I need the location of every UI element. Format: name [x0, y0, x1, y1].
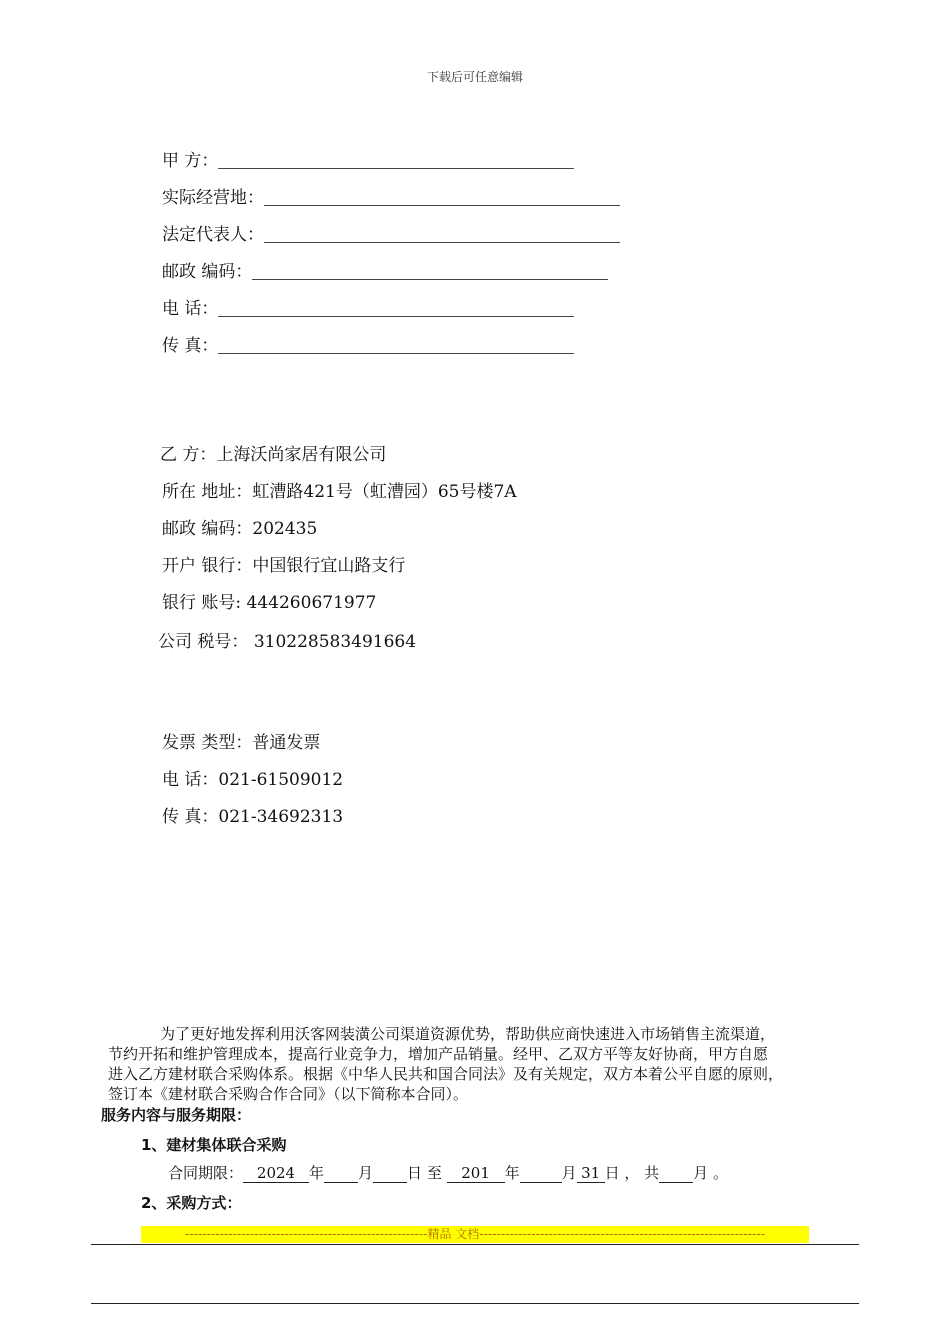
invoice-type-row [162, 732, 320, 754]
intro-line-3: 进入乙方建材联合采购体系。根据《中华人民共和国合同法》及有关规定，双方本着公平自愿的原则， [108, 1065, 784, 1083]
item-1-title: 1、建材集体联合采购 [141, 1136, 287, 1154]
party-b-account-label: 银行 账号: [162, 593, 247, 613]
invoice-phone-value: 021-61509012 [218, 770, 344, 790]
party-b-tax-value: 310228583491664 [253, 632, 417, 652]
month-char: 月 [358, 1164, 374, 1182]
party-b-address-value: 虹漕路421号（虹漕园）65号楼7A [252, 482, 517, 502]
party-b-postcode-label: 邮政 编码： [162, 519, 253, 539]
party-b-bank-row [162, 555, 405, 577]
party-a-rep-row [162, 224, 620, 246]
party-b-postcode-row [162, 518, 317, 540]
party-b-address-row [162, 481, 517, 503]
footer-divider-bottom [91, 1303, 859, 1304]
party-a-phone-blank [218, 300, 574, 317]
footer-banner: --------------------------------------------------------精品 文档------------------------------------------------------------------ [141, 1226, 809, 1243]
intro-line-2: 节约开拓和维护管理成本，提高行业竞争力，增加产品销量。经甲、乙双方平等友好协商，甲方自愿 [108, 1045, 769, 1063]
contract-end-year: 201 [447, 1164, 505, 1183]
invoice-fax-label: 传 真： [162, 807, 219, 827]
party-a-address-row [162, 187, 620, 209]
party-b-tax-row [158, 631, 416, 653]
party-a-phone-row [162, 298, 574, 320]
invoice-fax-value: 021-34692313 [218, 807, 344, 827]
party-a-rep-label: 法定代表人： [162, 225, 264, 245]
party-b-address-label: 所在 地址： [162, 482, 253, 502]
page-header: 下载后可任意编辑 [426, 70, 523, 84]
year-char-2: 年 [504, 1164, 520, 1182]
footer-divider-top [91, 1244, 859, 1245]
party-a-name-row [162, 150, 574, 172]
party-b-name-value: 上海沃尚家居有限公司 [216, 445, 387, 465]
party-b-bank-label: 开户 银行： [162, 556, 253, 576]
party-b-account-value: 444260671977 [246, 593, 377, 613]
party-b-name-row [160, 444, 386, 466]
month-char-2: 月 [561, 1164, 577, 1182]
month-end-text: 月 。 [693, 1164, 728, 1182]
party-a-phone-label: 电 话： [162, 299, 219, 319]
contract-term-row [168, 1162, 728, 1183]
contract-term-label: 合同期限： [168, 1164, 244, 1182]
party-a-rep-blank [264, 226, 620, 243]
party-a-address-label: 实际经营地： [162, 188, 264, 208]
day-to-text: 日 至 [407, 1164, 447, 1182]
item-2-title: 2、采购方式： [141, 1194, 242, 1212]
contract-start-year: 2024 [243, 1164, 309, 1183]
party-b-tax-label: 公司 税号： [158, 632, 254, 652]
party-a-fax-label: 传 真： [162, 336, 219, 356]
intro-line-1: 为了更好地发挥利用沃客网装潢公司渠道资源优势，帮助供应商快速进入市场销售主流渠道， [160, 1025, 776, 1043]
intro-line-4: 签订本《建材联合采购合作合同》（以下简称本合同）。 [108, 1085, 469, 1103]
day-total-text: 日 ， 共 [604, 1164, 660, 1182]
intro-paragraph [108, 1024, 878, 1104]
party-b-postcode-value: 202435 [252, 519, 318, 539]
party-a-fax-blank [218, 337, 574, 354]
party-b-bank-value: 中国银行宜山路支行 [252, 556, 406, 576]
party-a-fax-row [162, 335, 574, 357]
party-a-name-blank [218, 152, 574, 169]
invoice-phone-label: 电 话： [162, 770, 219, 790]
contract-start-month-blank [324, 1164, 358, 1183]
contract-end-day: 31 [577, 1164, 605, 1183]
contract-start-day-blank [373, 1164, 407, 1183]
contract-total-months-blank [659, 1164, 693, 1183]
invoice-phone-row [162, 769, 343, 791]
invoice-fax-row [162, 806, 343, 828]
party-a-name-label: 甲 方： [162, 151, 219, 171]
party-a-postcode-label: 邮政 编码： [162, 262, 253, 282]
invoice-type-label: 发票 类型： [162, 733, 253, 753]
party-a-postcode-blank [252, 263, 608, 280]
party-b-name-label: 乙 方： [160, 445, 217, 465]
contract-end-month-blank [520, 1164, 562, 1183]
party-a-postcode-row [162, 261, 608, 283]
section-title: 服务内容与服务期限： [101, 1106, 252, 1124]
party-a-address-blank [264, 189, 620, 206]
invoice-type-value: 普通发票 [252, 733, 321, 753]
party-b-account-row [162, 592, 376, 614]
year-char: 年 [309, 1164, 325, 1182]
